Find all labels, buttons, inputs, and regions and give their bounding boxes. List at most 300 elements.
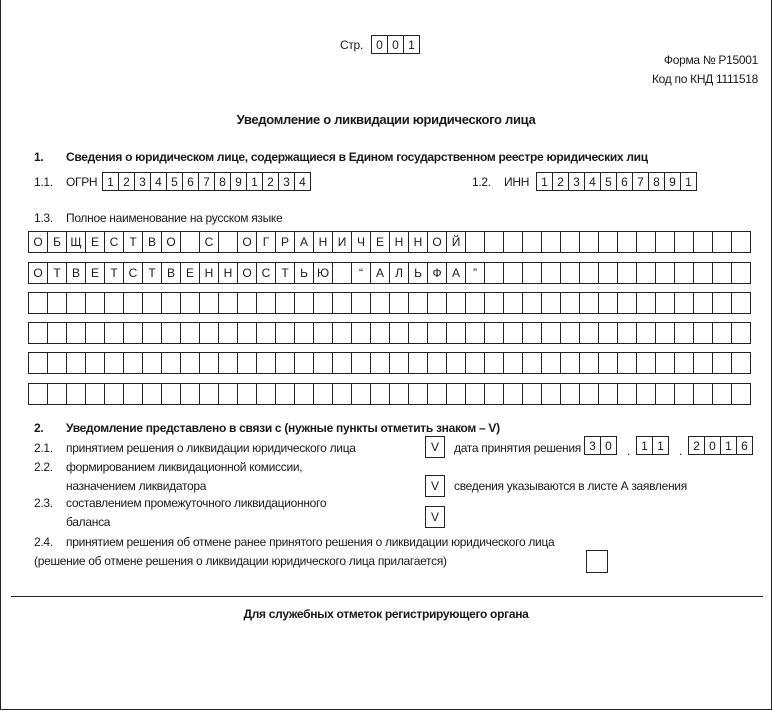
name-letter-cell[interactable] (142, 352, 162, 374)
name-letter-cell[interactable] (731, 231, 751, 253)
name-letter-cell[interactable] (731, 383, 751, 405)
name-letter-cell[interactable] (693, 352, 713, 374)
name-letter-cell[interactable] (180, 322, 200, 344)
name-letter-cell[interactable] (237, 383, 257, 405)
name-letter-cell[interactable] (731, 292, 751, 314)
name-letter-cell[interactable] (579, 383, 599, 405)
ogrn-digit-cell[interactable]: 8 (214, 172, 231, 191)
name-letter-cell[interactable] (636, 262, 656, 284)
name-letter-cell[interactable]: А (370, 262, 390, 284)
name-letter-cell[interactable] (503, 292, 523, 314)
name-letter-cell[interactable] (617, 352, 637, 374)
inn-digit-cell[interactable]: 5 (600, 172, 617, 191)
name-letter-cell[interactable] (275, 352, 295, 374)
name-letter-cell[interactable] (237, 352, 257, 374)
name-letter-cell[interactable] (66, 322, 86, 344)
name-letter-cell[interactable]: ” (465, 262, 485, 284)
name-letter-cell[interactable]: О (237, 262, 257, 284)
ogrn-digit-cell[interactable]: 3 (278, 172, 295, 191)
name-letter-cell[interactable] (427, 322, 447, 344)
date-month-field[interactable] (636, 436, 669, 455)
name-letter-cell[interactable] (541, 352, 561, 374)
name-letter-cell[interactable] (161, 383, 181, 405)
name-letter-cell[interactable] (484, 383, 504, 405)
name-letter-cell[interactable]: А (446, 262, 466, 284)
knd-code: Код по КНД 1111518 (651, 72, 758, 86)
name-letter-cell[interactable] (560, 383, 580, 405)
name-row[interactable] (29, 231, 751, 253)
name-letter-cell[interactable]: О (28, 262, 48, 284)
name-letter-cell[interactable] (541, 383, 561, 405)
inn-digit-cell[interactable]: 9 (664, 172, 681, 191)
name-letter-cell[interactable] (28, 292, 48, 314)
name-letter-cell[interactable] (579, 322, 599, 344)
name-letter-cell[interactable] (598, 383, 618, 405)
name-letter-cell[interactable] (712, 262, 732, 284)
name-row[interactable] (29, 292, 751, 314)
name-letter-cell[interactable]: Н (313, 231, 333, 253)
name-letter-cell[interactable] (104, 383, 124, 405)
name-letter-cell[interactable] (503, 231, 523, 253)
name-letter-cell[interactable] (674, 292, 694, 314)
item-2-2-checkbox[interactable]: V (425, 475, 445, 497)
name-letter-cell[interactable] (731, 322, 751, 344)
name-letter-cell[interactable] (332, 322, 352, 344)
name-letter-cell[interactable] (465, 231, 485, 253)
name-letter-cell[interactable] (85, 322, 105, 344)
name-letter-cell[interactable] (389, 383, 409, 405)
date-digit-cell[interactable]: 2 (688, 436, 705, 455)
name-letter-cell[interactable]: О (161, 231, 181, 253)
inn-label: ИНН (504, 175, 530, 189)
name-letter-cell[interactable] (674, 231, 694, 253)
name-letter-cell[interactable] (693, 262, 713, 284)
inn-digit-cell[interactable]: 6 (616, 172, 633, 191)
ogrn-digit-cell[interactable]: 1 (246, 172, 263, 191)
name-letter-cell[interactable]: Т (142, 262, 162, 284)
name-letter-cell[interactable] (636, 352, 656, 374)
name-letter-cell[interactable]: Н (199, 262, 219, 284)
name-letter-cell[interactable] (47, 352, 67, 374)
name-letter-cell[interactable] (655, 231, 675, 253)
name-letter-cell[interactable] (142, 322, 162, 344)
ogrn-digit-cell[interactable]: 1 (102, 172, 119, 191)
name-letter-cell[interactable] (503, 383, 523, 405)
name-letter-cell[interactable] (47, 322, 67, 344)
item-2-3-number: 2.3. (34, 496, 53, 510)
name-letter-cell[interactable] (351, 383, 371, 405)
name-letter-cell[interactable] (617, 231, 637, 253)
item-2-4-text: принятием решения об отмене ранее принятого решения о ликвидации юридического лица (66, 535, 555, 549)
name-letter-cell[interactable] (712, 292, 732, 314)
name-letter-cell[interactable] (123, 352, 143, 374)
name-letter-cell[interactable] (484, 352, 504, 374)
name-letter-cell[interactable]: Б (47, 231, 67, 253)
name-letter-cell[interactable]: Ф (427, 262, 447, 284)
name-letter-cell[interactable]: Ч (351, 231, 371, 253)
name-letter-cell[interactable] (408, 292, 428, 314)
name-letter-cell[interactable] (636, 231, 656, 253)
page-label: Стр. (340, 38, 363, 52)
page-number-cells[interactable] (371, 35, 420, 54)
name-letter-cell[interactable] (522, 292, 542, 314)
name-letter-cell[interactable] (541, 322, 561, 344)
date-digit-cell[interactable]: 1 (636, 436, 653, 455)
name-letter-cell[interactable] (522, 231, 542, 253)
name-letter-cell[interactable]: Р (275, 231, 295, 253)
name-letter-cell[interactable] (427, 383, 447, 405)
date-digit-cell[interactable]: 0 (704, 436, 721, 455)
item-2-1-checkbox[interactable]: V (425, 436, 445, 458)
name-letter-cell[interactable] (85, 383, 105, 405)
date-digit-cell[interactable]: 3 (584, 436, 601, 455)
name-letter-cell[interactable]: С (199, 231, 219, 253)
name-letter-cell[interactable] (161, 292, 181, 314)
name-letter-cell[interactable] (427, 292, 447, 314)
name-letter-cell[interactable]: Ю (313, 262, 333, 284)
ogrn-field[interactable] (102, 172, 311, 191)
ogrn-digit-cell[interactable]: 2 (118, 172, 135, 191)
name-letter-cell[interactable] (636, 383, 656, 405)
name-letter-cell[interactable] (712, 352, 732, 374)
item-2-1-number: 2.1. (34, 441, 53, 455)
name-letter-cell[interactable]: В (161, 262, 181, 284)
name-letter-cell[interactable] (180, 352, 200, 374)
name-letter-cell[interactable]: О (28, 231, 48, 253)
name-letter-cell[interactable] (275, 383, 295, 405)
name-letter-cell[interactable] (655, 322, 675, 344)
name-letter-cell[interactable] (294, 352, 314, 374)
name-letter-cell[interactable] (522, 383, 542, 405)
name-letter-cell[interactable] (237, 322, 257, 344)
ogrn-digit-cell[interactable]: 2 (262, 172, 279, 191)
name-letter-cell[interactable] (465, 322, 485, 344)
name-letter-cell[interactable] (522, 352, 542, 374)
date-day-field[interactable] (584, 436, 617, 455)
name-letter-cell[interactable] (636, 292, 656, 314)
name-letter-cell[interactable] (598, 262, 618, 284)
name-letter-cell[interactable] (579, 292, 599, 314)
ogrn-digit-cell[interactable]: 4 (150, 172, 167, 191)
section-divider (11, 596, 763, 597)
inn-digit-cell[interactable]: 7 (632, 172, 649, 191)
name-letter-cell[interactable] (560, 352, 580, 374)
name-letter-cell[interactable] (712, 383, 732, 405)
date-digit-cell[interactable]: 6 (736, 436, 753, 455)
item-2-4-text-line2: (решение об отмене решения о ликвидации юридического лица прилагается) (34, 554, 447, 568)
name-letter-cell[interactable] (427, 352, 447, 374)
name-letter-cell[interactable]: В (142, 231, 162, 253)
name-letter-cell[interactable] (85, 292, 105, 314)
page-digit-cell[interactable]: 0 (387, 35, 404, 54)
name-letter-cell[interactable] (503, 352, 523, 374)
section2-number: 2. (34, 421, 44, 435)
name-letter-cell[interactable] (370, 383, 390, 405)
name-letter-cell[interactable] (218, 322, 238, 344)
name-letter-cell[interactable] (351, 352, 371, 374)
name-row[interactable] (29, 262, 751, 284)
name-number: 1.3. (34, 211, 53, 225)
name-letter-cell[interactable] (218, 352, 238, 374)
name-letter-cell[interactable] (522, 322, 542, 344)
ogrn-digit-cell[interactable]: 4 (294, 172, 311, 191)
name-letter-cell[interactable]: Щ (66, 231, 86, 253)
name-letter-cell[interactable] (218, 383, 238, 405)
name-letter-cell[interactable] (636, 322, 656, 344)
name-letter-cell[interactable] (180, 231, 200, 253)
name-letter-cell[interactable] (199, 322, 219, 344)
name-letter-cell[interactable] (503, 262, 523, 284)
inn-field[interactable] (536, 172, 697, 191)
name-letter-cell[interactable] (693, 383, 713, 405)
name-letter-cell[interactable] (66, 292, 86, 314)
inn-digit-cell[interactable]: 3 (568, 172, 585, 191)
decision-date-label: дата принятия решения (454, 441, 581, 455)
page-title: Уведомление о ликвидации юридического лица (236, 112, 536, 127)
page-digit-cell[interactable]: 0 (371, 35, 388, 54)
inn-digit-cell[interactable]: 1 (536, 172, 553, 191)
date-digit-cell[interactable]: 0 (600, 436, 617, 455)
name-letter-cell[interactable] (446, 292, 466, 314)
name-letter-cell[interactable] (408, 322, 428, 344)
inn-digit-cell[interactable]: 1 (680, 172, 697, 191)
name-letter-cell[interactable] (484, 322, 504, 344)
name-letter-cell[interactable] (541, 262, 561, 284)
name-letter-cell[interactable] (370, 292, 390, 314)
name-letter-cell[interactable] (313, 322, 333, 344)
name-letter-cell[interactable] (484, 292, 504, 314)
name-letter-cell[interactable]: Е (370, 231, 390, 253)
name-letter-cell[interactable]: О (427, 231, 447, 253)
name-letter-cell[interactable] (674, 383, 694, 405)
name-row[interactable] (29, 383, 751, 405)
name-letter-cell[interactable] (560, 322, 580, 344)
name-letter-cell[interactable] (465, 383, 485, 405)
name-letter-cell[interactable]: Е (180, 262, 200, 284)
item-2-4-number: 2.4. (34, 535, 53, 549)
name-letter-cell[interactable] (66, 352, 86, 374)
name-letter-cell[interactable] (123, 292, 143, 314)
name-letter-cell[interactable]: Е (85, 231, 105, 253)
name-letter-cell[interactable] (199, 292, 219, 314)
name-letter-cell[interactable]: Н (389, 231, 409, 253)
name-letter-cell[interactable] (104, 352, 124, 374)
name-letter-cell[interactable] (408, 352, 428, 374)
name-letter-cell[interactable] (389, 352, 409, 374)
name-letter-cell[interactable] (104, 322, 124, 344)
name-letter-cell[interactable] (332, 292, 352, 314)
name-letter-cell[interactable] (655, 352, 675, 374)
name-letter-cell[interactable] (351, 322, 371, 344)
name-letter-cell[interactable] (389, 292, 409, 314)
official-marks-heading: Для служебных отметок регистрирующего органа (243, 607, 529, 621)
section1-number: 1. (34, 150, 44, 164)
name-letter-cell[interactable] (617, 292, 637, 314)
name-letter-cell[interactable]: С (104, 231, 124, 253)
name-letter-cell[interactable] (28, 383, 48, 405)
inn-digit-cell[interactable]: 2 (552, 172, 569, 191)
name-letter-cell[interactable]: Н (218, 262, 238, 284)
name-letter-cell[interactable] (579, 352, 599, 374)
name-letter-cell[interactable] (598, 231, 618, 253)
name-letter-cell[interactable]: Й (446, 231, 466, 253)
name-letter-cell[interactable] (218, 292, 238, 314)
name-letter-cell[interactable] (446, 383, 466, 405)
name-letter-cell[interactable] (617, 322, 637, 344)
ogrn-label: ОГРН (66, 175, 98, 189)
name-letter-cell[interactable] (617, 383, 637, 405)
name-letter-cell[interactable] (85, 352, 105, 374)
name-letter-cell[interactable] (541, 292, 561, 314)
name-letter-cell[interactable] (237, 292, 257, 314)
name-letter-cell[interactable] (446, 352, 466, 374)
name-letter-cell[interactable]: Ь (294, 262, 314, 284)
name-letter-cell[interactable] (199, 352, 219, 374)
inn-digit-cell[interactable]: 8 (648, 172, 665, 191)
name-letter-cell[interactable] (256, 383, 276, 405)
name-letter-cell[interactable] (256, 292, 276, 314)
name-letter-cell[interactable] (560, 231, 580, 253)
name-letter-cell[interactable] (28, 322, 48, 344)
name-letter-cell[interactable] (408, 383, 428, 405)
item-2-3-checkbox[interactable]: V (425, 506, 445, 528)
name-letter-cell[interactable] (256, 322, 276, 344)
item-2-2-text: формированием ликвидационной комиссии, (66, 460, 303, 474)
name-letter-cell[interactable]: Т (275, 262, 295, 284)
name-letter-cell[interactable]: С (256, 262, 276, 284)
name-letter-cell[interactable]: “ (351, 262, 371, 284)
name-letter-cell[interactable] (655, 262, 675, 284)
name-letter-cell[interactable] (370, 322, 390, 344)
name-letter-cell[interactable] (218, 231, 238, 253)
name-letter-cell[interactable] (161, 352, 181, 374)
date-digit-cell[interactable]: 1 (720, 436, 737, 455)
name-letter-cell[interactable]: С (123, 262, 143, 284)
name-letter-cell[interactable] (693, 231, 713, 253)
name-letter-cell[interactable]: Л (389, 262, 409, 284)
name-letter-cell[interactable] (522, 262, 542, 284)
date-year-field[interactable] (688, 436, 753, 455)
name-letter-cell[interactable] (313, 352, 333, 374)
name-letter-cell[interactable] (123, 383, 143, 405)
name-letter-cell[interactable] (674, 352, 694, 374)
name-letter-cell[interactable] (731, 262, 751, 284)
name-letter-cell[interactable]: А (294, 231, 314, 253)
name-letter-cell[interactable] (313, 292, 333, 314)
name-letter-cell[interactable] (313, 383, 333, 405)
name-letter-cell[interactable]: В (66, 262, 86, 284)
name-letter-cell[interactable] (674, 262, 694, 284)
name-letter-cell[interactable] (294, 292, 314, 314)
name-letter-cell[interactable] (275, 292, 295, 314)
name-letter-cell[interactable] (484, 262, 504, 284)
name-letter-cell[interactable] (503, 322, 523, 344)
name-letter-cell[interactable] (598, 292, 618, 314)
name-letter-cell[interactable] (123, 322, 143, 344)
ogrn-digit-cell[interactable]: 9 (230, 172, 247, 191)
name-letter-cell[interactable]: Е (85, 262, 105, 284)
name-letter-cell[interactable]: И (332, 231, 352, 253)
name-letter-cell[interactable] (484, 231, 504, 253)
name-letter-cell[interactable]: Т (123, 231, 143, 253)
name-letter-cell[interactable] (104, 292, 124, 314)
name-letter-cell[interactable] (655, 292, 675, 314)
name-letter-cell[interactable] (560, 292, 580, 314)
name-letter-cell[interactable] (28, 352, 48, 374)
name-letter-cell[interactable] (199, 383, 219, 405)
name-letter-cell[interactable] (256, 352, 276, 374)
name-letter-cell[interactable]: Н (408, 231, 428, 253)
name-letter-cell[interactable] (332, 262, 352, 284)
name-letter-cell[interactable] (655, 383, 675, 405)
ogrn-number: 1.1. (34, 175, 53, 189)
name-letter-cell[interactable] (332, 352, 352, 374)
item-2-2-number: 2.2. (34, 460, 53, 474)
name-letter-cell[interactable] (465, 352, 485, 374)
name-letter-cell[interactable] (674, 322, 694, 344)
name-letter-cell[interactable] (66, 383, 86, 405)
name-letter-cell[interactable]: Г (256, 231, 276, 253)
ogrn-digit-cell[interactable]: 3 (134, 172, 151, 191)
name-letter-cell[interactable] (731, 352, 751, 374)
ogrn-digit-cell[interactable]: 7 (198, 172, 215, 191)
name-letter-cell[interactable] (370, 352, 390, 374)
date-digit-cell[interactable]: 1 (652, 436, 669, 455)
item-2-2-text-line2: назначением ликвидатора (66, 479, 207, 493)
name-letter-cell[interactable] (142, 292, 162, 314)
item-2-3-text: составлением промежуточного ликвидационного (66, 496, 327, 510)
ogrn-digit-cell[interactable]: 5 (166, 172, 183, 191)
name-letter-cell[interactable] (142, 383, 162, 405)
name-letter-cell[interactable] (465, 292, 485, 314)
name-letter-cell[interactable] (598, 352, 618, 374)
inn-digit-cell[interactable]: 4 (584, 172, 601, 191)
name-letter-cell[interactable] (560, 262, 580, 284)
name-letter-cell[interactable] (275, 322, 295, 344)
name-letter-cell[interactable]: Т (47, 262, 67, 284)
name-letter-cell[interactable] (693, 292, 713, 314)
name-letter-cell[interactable]: Ь (408, 262, 428, 284)
name-letter-cell[interactable] (446, 322, 466, 344)
name-letter-cell[interactable] (180, 292, 200, 314)
name-letter-cell[interactable] (332, 383, 352, 405)
name-letter-cell[interactable] (712, 322, 732, 344)
name-letter-cell[interactable] (47, 292, 67, 314)
name-letter-cell[interactable]: О (237, 231, 257, 253)
name-letter-cell[interactable] (294, 383, 314, 405)
name-letter-cell[interactable] (579, 231, 599, 253)
name-letter-cell[interactable] (180, 383, 200, 405)
name-letter-cell[interactable] (693, 322, 713, 344)
name-letter-cell[interactable] (351, 292, 371, 314)
item-2-4-checkbox[interactable] (586, 550, 608, 573)
ogrn-digit-cell[interactable]: 6 (182, 172, 199, 191)
name-letter-cell[interactable] (294, 322, 314, 344)
sheet-a-note: сведения указываются в листе А заявления (454, 479, 687, 493)
name-letter-cell[interactable]: Т (104, 262, 124, 284)
name-letter-cell[interactable] (47, 383, 67, 405)
name-letter-cell[interactable] (579, 262, 599, 284)
name-letter-cell[interactable] (161, 322, 181, 344)
name-letter-cell[interactable] (389, 322, 409, 344)
name-letter-cell[interactable] (598, 322, 618, 344)
name-letter-cell[interactable] (541, 231, 561, 253)
name-row[interactable] (29, 322, 751, 344)
name-letter-cell[interactable] (617, 262, 637, 284)
page-digit-cell[interactable]: 1 (403, 35, 420, 54)
name-letter-cell[interactable] (712, 231, 732, 253)
name-row[interactable] (29, 352, 751, 374)
